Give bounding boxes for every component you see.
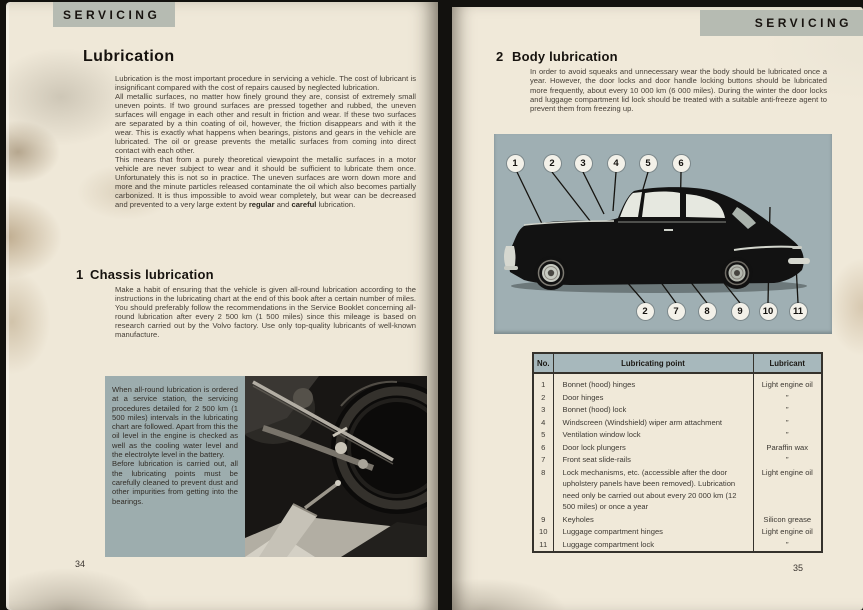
table-row: 11 Luggage compartment lock ” — [533, 538, 822, 552]
intro-paragraph-3-post: lubrication. — [316, 200, 356, 209]
running-header-right-label: SERVICING — [754, 16, 852, 30]
front-door-window — [642, 192, 680, 218]
callout-5: 5 — [640, 155, 657, 172]
lubricating-points-table — [532, 352, 823, 553]
table-row: 7 Front seat slide-rails ” — [533, 454, 822, 467]
table-row: 3 Bonnet (hood) lock ” — [533, 404, 822, 417]
page-title-lubrication: Lubrication — [83, 48, 175, 65]
intro-paragraph-3 — [115, 155, 416, 209]
callout-1: 1 — [507, 155, 524, 172]
caption-paragraph-2: Before lubrication is carried out, all the lubricating points must be carefully cleaned to prevent dust and other impurities from getting into the bearings. — [112, 459, 238, 506]
table-row: 9 Keyholes Silicon grease — [533, 513, 822, 526]
table-row: 5 Ventilation window lock ” — [533, 429, 822, 442]
front-wheel — [534, 256, 568, 290]
table-row: 10 Luggage compartment hinges Light engine oil — [533, 526, 822, 539]
chassis-lubrication-text — [115, 285, 416, 339]
intro-paragraph-3-mid: and — [274, 200, 292, 209]
section-number: 2 — [496, 49, 504, 64]
callout-11: 11 — [790, 303, 807, 320]
section-title: Body lubrication — [512, 49, 618, 64]
car-lubrication-diagram — [494, 134, 832, 334]
section-title: Chassis lubrication — [90, 267, 214, 282]
running-header-left-label: SERVICING — [63, 7, 161, 22]
body-lubrication-paragraph: In order to avoid squeaks and unnecessary wear the body should be lubricated once a year. However, the door locks and door handle locking buttons should be lubricated more frequently, about every 10 000 km (6 000 miles). During the winter the door locks and luggage compartment lid lock should be treated with a suitable anti-freeze agent to prevent them from freezing up. — [530, 67, 827, 114]
callout-2-top: 2 — [544, 155, 561, 172]
intro-paragraph-3-pre: This means that from a purely theoretical viewpoint the metallic surfaces in a motor vehicle are never subject to wear and it should be sufficient to lubricate them once. Unfortunately this is not so in practice. The uneven surfaces are worn down more and more and the minute particles released contaminate the oil which also becomes partially carbonized. It is thus impossible to avoid wear completely, but wear can be decreased and prevented to a very large extent by — [115, 155, 416, 209]
chassis-lubrication-paragraph: Make a habit of ensuring that the vehicle is given all-round lubrication according to the instructions in the lubricating chart at the end of this book after a certain number of miles. You should preferably follow the recommendations in the Service Booklet concerning all-round lubrication after every 2 500 km (1 500 miles) since this mileage is based on research carried out by the Volvo factory. Use only top-quality lubricants of well-known manufacture. — [115, 285, 416, 339]
running-header-right — [700, 10, 863, 36]
callout-9: 9 — [732, 303, 749, 320]
chassis-lubrication-photo — [245, 376, 427, 557]
photo-illustration — [245, 376, 427, 557]
section-heading-body-lubrication — [496, 49, 618, 64]
section-heading-chassis-lubrication — [76, 267, 214, 282]
caption-panel — [105, 376, 245, 557]
table-row: 4 Windscreen (Windshield) wiper arm attachment ” — [533, 416, 822, 429]
callout-6: 6 — [673, 155, 690, 172]
callout-4: 4 — [608, 155, 625, 172]
intro-text-block — [115, 74, 416, 209]
callout-8: 8 — [699, 303, 716, 320]
table-row: 6 Door lock plungers Paraffin wax — [533, 441, 822, 454]
caption-paragraph-1: When all-round lubrication is ordered at a service station, the servicing procedures detailed for 2 500 km (1 500 miles) intervals in the lubricating chart are followed. Apart from this the oil level in the engine is checked as well as the cooling water level and the electrolyte level in the battery. — [112, 385, 238, 460]
tail-light — [792, 246, 802, 249]
rear-wheel — [721, 257, 753, 289]
page-number-left: 34 — [75, 559, 86, 569]
table-row: 1 Bonnet (hood) hinges Light engine oil — [533, 373, 822, 391]
callout-2-bottom: 2 — [637, 303, 654, 320]
intro-paragraph-1: Lubrication is the most important procedure in servicing a vehicle. The cost of lubricant is insignificant compared with the cost of repairs caused by neglected lubrication. — [115, 74, 416, 92]
table-header-row — [533, 353, 822, 373]
intro-paragraph-3-bold-careful: careful — [291, 200, 317, 209]
left-page — [6, 2, 438, 610]
callout-10: 10 — [760, 303, 777, 320]
section-number: 1 — [76, 267, 84, 282]
table-row: 8 Lock mechanisms, etc. (accessible after the door upholstery panels have been removed). Lubrication need only be carried out about every 20 000 km (12 500 miles) or once a year Light engine oil — [533, 466, 822, 513]
column-header-point: Lubricating point — [553, 353, 753, 373]
intro-paragraph-3-bold-regular: regular — [248, 200, 275, 209]
callout-7: 7 — [668, 303, 685, 320]
page-number-right: 35 — [793, 563, 804, 573]
running-header-left — [53, 2, 175, 27]
column-header-no: No. — [533, 353, 553, 373]
right-page — [452, 7, 863, 610]
intro-paragraph-2: All metallic surfaces, no matter how finely ground they are, consist of extremely small uneven points. If two ground surfaces are pressed together and rubbed, the uneven surfaces will engage in each other and result in friction and wear. If these two surfaces are separated by a thin coating of oil, however, the friction disappears and with it the wear. This is exactly what happens when bearings, pistons and gears in the vehicle are lubricated. The oil or grease prevents the metallic surfaces from coming into direct contact with each other. — [115, 92, 416, 155]
rear-bumper — [788, 258, 810, 264]
table-row: 2 Door hinges ” — [533, 391, 822, 404]
callout-3: 3 — [575, 155, 592, 172]
body-lubrication-text — [530, 67, 827, 113]
column-header-lubricant: Lubricant — [753, 353, 822, 373]
door-handle — [664, 229, 673, 231]
